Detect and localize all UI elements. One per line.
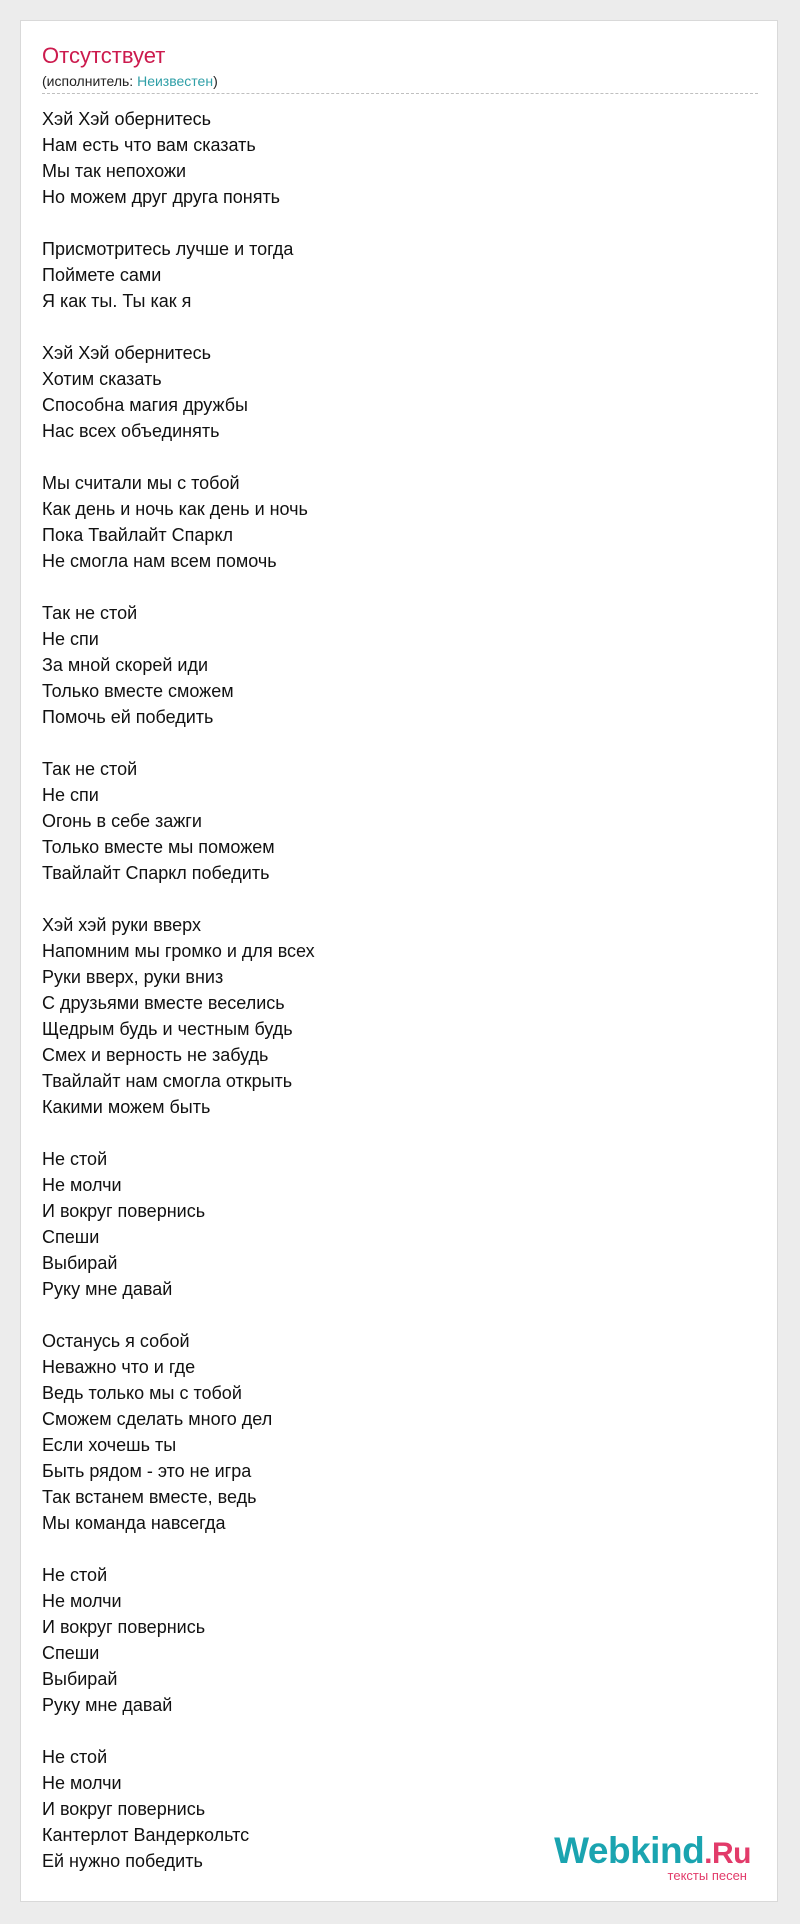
stanza-gap — [42, 1536, 742, 1562]
lyric-line: И вокруг повернись — [42, 1617, 206, 1637]
lyric-line: Поймете сами — [42, 265, 162, 285]
title-divider — [42, 93, 758, 94]
lyric-line: Ведь только мы с тобой — [42, 1383, 242, 1403]
lyric-line: Спеши — [42, 1227, 100, 1247]
lyric-line: Нас всех объединять — [42, 421, 220, 441]
stanza-gap — [42, 444, 742, 470]
lyric-line: Но можем друг друга понять — [42, 187, 281, 207]
logo-wordmark — [554, 1832, 751, 1873]
lyric-line: Если хочешь ты — [42, 1435, 177, 1455]
lyric-line: Способна магия дружбы — [42, 395, 248, 415]
lyric-line: Выбирай — [42, 1253, 118, 1273]
stanza-gap — [42, 730, 742, 756]
lyric-line: Спеши — [42, 1643, 100, 1663]
lyric-line: Только вместе мы поможем — [42, 837, 275, 857]
lyric-line: Хэй хэй руки вверх — [42, 915, 201, 935]
stanza-gap — [42, 1120, 742, 1146]
lyric-line: Мы так непохожи — [42, 161, 187, 181]
lyric-line: Не молчи — [42, 1591, 122, 1611]
stanza-gap — [42, 210, 742, 236]
lyric-line: Нам есть что вам сказать — [42, 135, 256, 155]
lyric-line: Так встанем вместе, ведь — [42, 1487, 257, 1507]
artist-prefix: (исполнитель: — [42, 73, 138, 89]
artist-line — [42, 72, 218, 90]
lyric-line: Присмотритесь лучше и тогда — [42, 239, 294, 259]
lyric-line: Выбирай — [42, 1669, 118, 1689]
lyric-line: Не стой — [42, 1565, 108, 1585]
lyric-line: Так не стой — [42, 759, 138, 779]
lyric-line: Хотим сказать — [42, 369, 162, 389]
lyric-line: И вокруг повернись — [42, 1799, 206, 1819]
lyric-line: Хэй Хэй обернитесь — [42, 109, 212, 129]
lyric-line: Руку мне давай — [42, 1279, 173, 1299]
lyrics-card — [20, 20, 778, 1902]
lyric-line: Сможем сделать много дел — [42, 1409, 273, 1429]
logo-tld: .Ru — [704, 1837, 751, 1870]
lyric-line: Неважно что и где — [42, 1357, 196, 1377]
lyric-line: Мы считали мы с тобой — [42, 473, 240, 493]
lyric-line: Не молчи — [42, 1175, 122, 1195]
logo-brand: Webkind — [554, 1830, 705, 1871]
lyrics-body — [42, 106, 742, 1874]
lyric-line: Хэй Хэй обернитесь — [42, 343, 212, 363]
lyric-line: Не спи — [42, 785, 99, 805]
stanza-gap — [42, 886, 742, 912]
song-title: Отсутствует — [42, 43, 166, 68]
site-logo[interactable] — [554, 1832, 751, 1883]
stanza-gap — [42, 1302, 742, 1328]
lyric-line: Так не стой — [42, 603, 138, 623]
lyric-line: Мы команда навсегда — [42, 1513, 226, 1533]
lyric-line: И вокруг повернись — [42, 1201, 206, 1221]
lyric-line: Не спи — [42, 629, 99, 649]
artist-link[interactable]: Неизвестен — [137, 73, 214, 89]
lyric-line: Только вместе сможем — [42, 681, 234, 701]
artist-suffix: ) — [213, 73, 218, 89]
lyric-line: Пока Твайлайт Спаркл — [42, 525, 234, 545]
lyric-line: Руки вверх, руки вниз — [42, 967, 224, 987]
lyric-line: Огонь в себе зажги — [42, 811, 202, 831]
lyric-line: Я как ты. Ты как я — [42, 291, 192, 311]
lyric-line: Твайлайт нам смогла открыть — [42, 1071, 293, 1091]
lyric-line: Какими можем быть — [42, 1097, 211, 1117]
lyric-line: Руку мне давай — [42, 1695, 173, 1715]
lyric-line: Смех и верность не забудь — [42, 1045, 269, 1065]
lyric-line: Твайлайт Спаркл победить — [42, 863, 270, 883]
lyric-line: Не смогла нам всем помочь — [42, 551, 277, 571]
lyric-line: С друзьями вместе веселись — [42, 993, 285, 1013]
lyric-line: Останусь я собой — [42, 1331, 190, 1351]
lyric-line: Щедрым будь и честным будь — [42, 1019, 293, 1039]
lyric-line: Быть рядом - это не игра — [42, 1461, 252, 1481]
lyric-line: Ей нужно победить — [42, 1851, 203, 1871]
logo-tagline: тексты песен — [667, 1868, 747, 1883]
stanza-gap — [42, 574, 742, 600]
lyric-line: Помочь ей победить — [42, 707, 214, 727]
lyric-line: Как день и ночь как день и ночь — [42, 499, 308, 519]
stanza-gap — [42, 1718, 742, 1744]
lyric-line: Не молчи — [42, 1773, 122, 1793]
lyric-line: За мной скорей иди — [42, 655, 209, 675]
lyric-line: Кантерлот Вандеркольтс — [42, 1825, 250, 1845]
lyric-line: Не стой — [42, 1149, 108, 1169]
lyric-line: Не стой — [42, 1747, 108, 1767]
lyric-line: Напомним мы громко и для всех — [42, 941, 315, 961]
stanza-gap — [42, 314, 742, 340]
